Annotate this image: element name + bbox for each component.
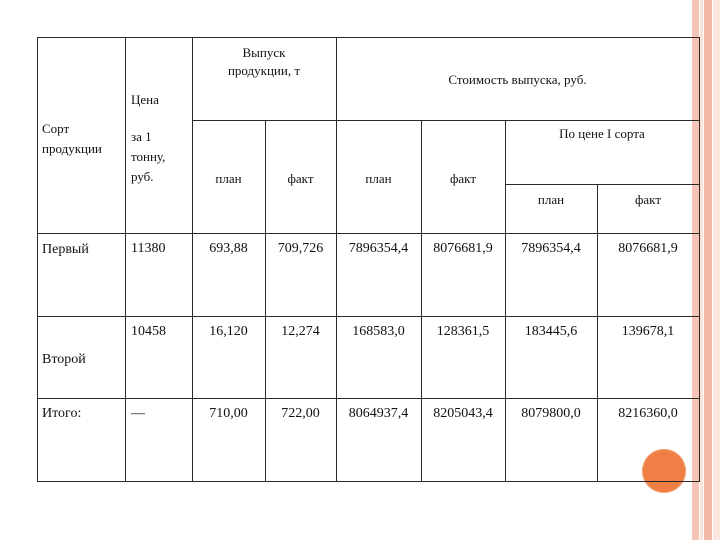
row-second-out-fact: 12,274 <box>281 324 320 339</box>
table-border-top <box>37 37 699 38</box>
row-total-cost-fact: 8205043,4 <box>433 406 493 421</box>
row-divider <box>37 398 700 399</box>
header-first-grade-price: По цене I сорта <box>559 126 645 141</box>
row-first-out-plan: 693,88 <box>209 241 248 256</box>
header-output-plan: план <box>215 171 242 186</box>
row-second-out-plan: 16,120 <box>209 324 248 339</box>
row-total-out-plan: 710,00 <box>209 406 248 421</box>
header-output-1: Выпуск <box>242 45 286 60</box>
row-total-name: Итого: <box>42 406 82 421</box>
header-output-fact: факт <box>287 171 314 186</box>
row-first-name: Первый <box>42 242 89 257</box>
row-total-price: — <box>131 406 145 421</box>
row-first-g1-plan: 7896354,4 <box>521 241 581 256</box>
header-output-2: продукции, т <box>227 63 301 78</box>
row-first-cost-fact: 8076681,9 <box>433 241 493 256</box>
row-total-cost-plan: 8064937,4 <box>348 406 409 421</box>
header-price: Цена <box>131 92 159 107</box>
row-second-g1-fact: 139678,1 <box>621 324 675 339</box>
table-border-left <box>37 37 38 482</box>
header-price-sub-2: тонну, <box>131 149 166 164</box>
header-price-sub-1: за 1 <box>131 129 152 144</box>
row-total-g1-plan: 8079800,0 <box>521 406 581 421</box>
table-border-bottom <box>37 481 700 482</box>
header-sort: Сорт продукции <box>42 121 102 156</box>
row-total-out-fact: 722,00 <box>281 406 320 421</box>
row-first-g1-fact: 8076681,9 <box>618 241 678 256</box>
header-g1-fact: факт <box>634 192 662 207</box>
row-first-cost-plan: 7896354,4 <box>348 241 409 256</box>
row-second-cost-fact: 128361,5 <box>436 324 490 339</box>
row-second-g1-plan: 183445,6 <box>524 324 578 339</box>
row-second-cost-plan: 168583,0 <box>352 324 405 339</box>
header-divider <box>192 120 700 121</box>
row-total-g1-fact: 8216360,0 <box>618 406 678 421</box>
table-border-right <box>699 37 700 482</box>
col-divider <box>125 37 126 482</box>
row-divider <box>37 316 700 317</box>
col-divider <box>505 120 506 482</box>
row-second-name: Второй <box>42 352 86 367</box>
row-divider <box>37 233 700 234</box>
row-second-price: 10458 <box>131 324 166 339</box>
row-first-out-fact: 709,726 <box>277 241 324 256</box>
header-g1-plan: план <box>537 192 565 207</box>
header-price-sub-3: руб. <box>131 169 154 184</box>
header-divider <box>505 184 700 185</box>
header-cost-fact: факт <box>449 171 477 186</box>
header-cost: Стоимость выпуска, руб. <box>448 72 587 87</box>
row-first-price: 11380 <box>131 241 166 256</box>
header-cost-plan: план <box>365 171 392 186</box>
